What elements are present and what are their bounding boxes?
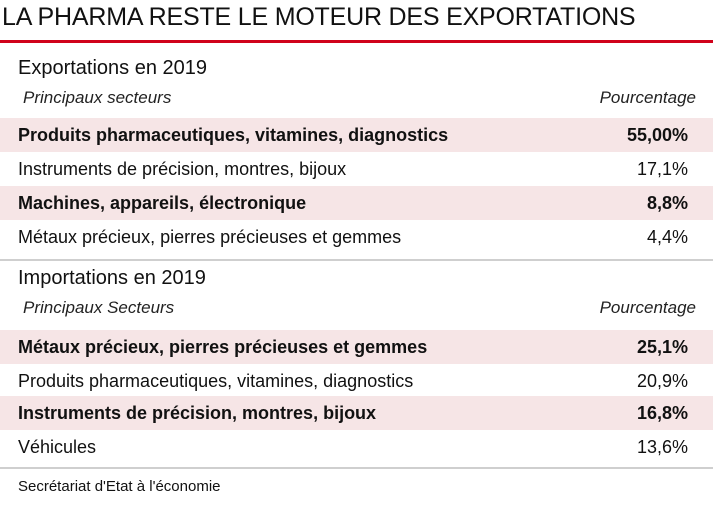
imports-heading: Importations en 2019 [18, 267, 206, 289]
row-label: Véhicules [18, 436, 97, 457]
title-divider [0, 40, 713, 43]
table-row [0, 118, 713, 152]
row-value: 16,8% [636, 402, 688, 423]
row-value: 13,6% [636, 436, 688, 457]
table-row [0, 152, 713, 186]
exports-heading: Exportations en 2019 [18, 57, 208, 79]
exports-col-percent: Pourcentage [599, 88, 696, 107]
row-label: Machines, appareils, électronique [18, 192, 307, 213]
table-row [0, 330, 713, 364]
row-label: Instruments de précision, montres, bijoux [18, 402, 377, 423]
footer-divider [0, 467, 713, 469]
table-row [0, 186, 713, 220]
row-value: 20,9% [636, 370, 688, 391]
row-value: 25,1% [636, 336, 688, 357]
row-label: Métaux précieux, pierres précieuses et gemmes [18, 226, 402, 247]
row-value: 8,8% [646, 192, 688, 213]
source-note: Secrétariat d'Etat à l'économie [18, 478, 221, 495]
row-label: Instruments de précision, montres, bijoux [18, 158, 347, 179]
row-label: Métaux précieux, pierres précieuses et gemmes [18, 336, 428, 357]
table-row [0, 396, 713, 430]
imports-col-sector: Principaux Secteurs [23, 298, 175, 317]
table-row [0, 220, 713, 254]
row-label: Produits pharmaceutiques, vitamines, diagnostics [18, 124, 449, 145]
row-label: Produits pharmaceutiques, vitamines, diagnostics [18, 370, 414, 391]
exports-col-sector: Principaux secteurs [23, 88, 172, 107]
row-value: 55,00% [626, 124, 688, 145]
table-row [0, 364, 713, 398]
table-row [0, 430, 713, 464]
imports-col-percent: Pourcentage [599, 298, 696, 317]
section-divider [0, 259, 713, 261]
row-value: 4,4% [646, 226, 688, 247]
row-value: 17,1% [636, 158, 688, 179]
page-title: LA PHARMA RESTE LE MOTEUR DES EXPORTATIONS [2, 3, 636, 31]
